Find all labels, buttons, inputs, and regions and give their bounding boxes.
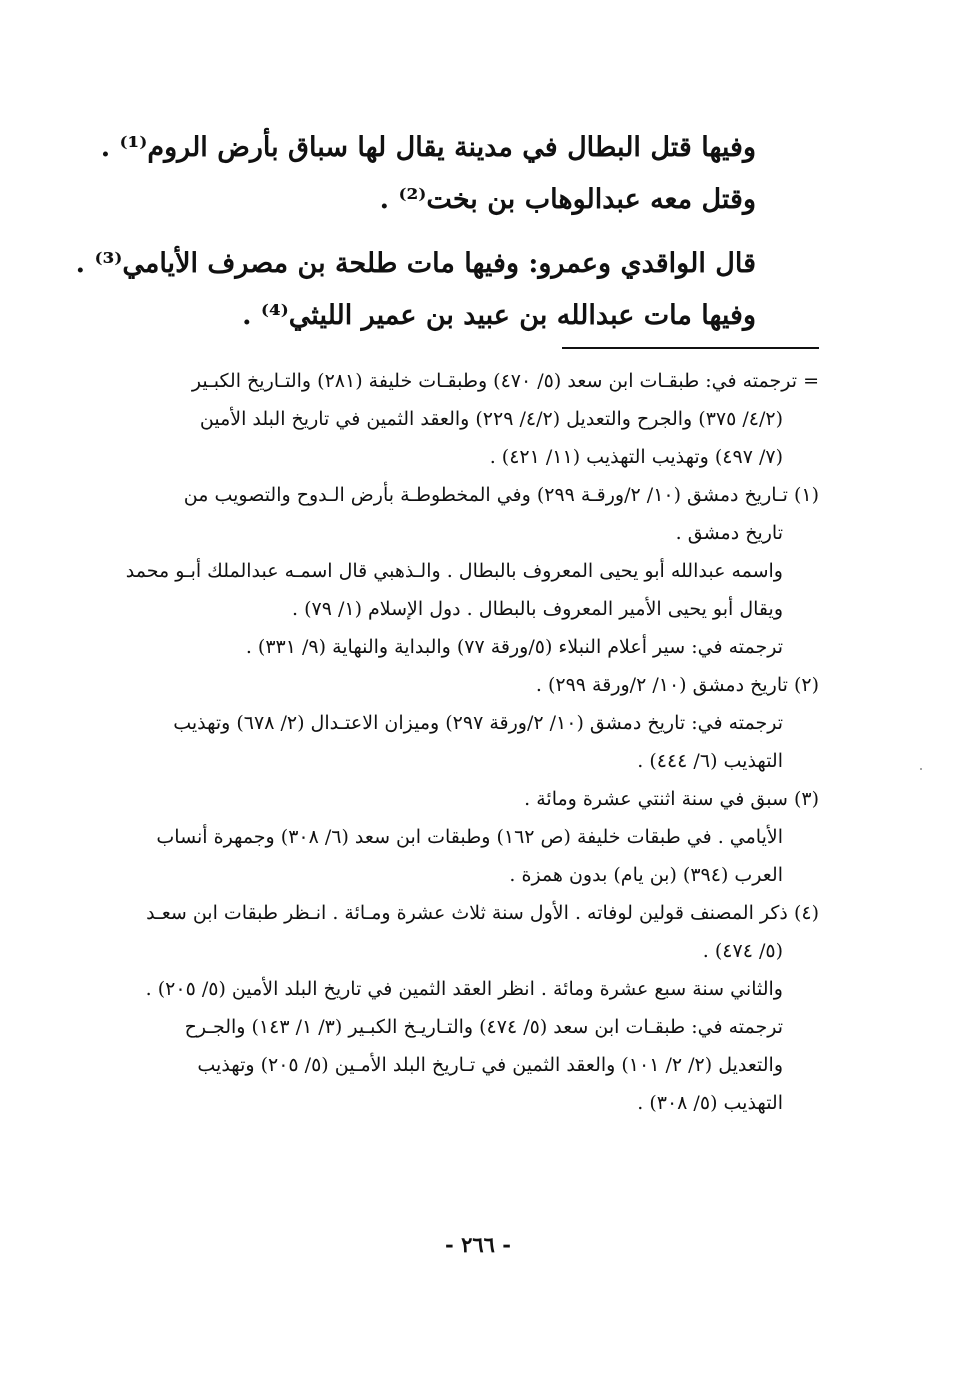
footnote-line: (٧/ ٤٩٧) وتهذيب التهذيب (١١/ ٤٢١) . xyxy=(489,446,783,468)
footnote-line: ويقال أبو يحيى الأمير المعروف بالبطال . دول الإسلام (١/ ٧٩) . xyxy=(291,598,783,620)
main-line-3: قال الواقدي وعمرو: وفيها مات طلحة بن مصرف الأيامي⁽³⁾ . xyxy=(75,248,756,279)
main-line-4: وفيها مات عبدالله بن عبيد بن عمير الليثي⁽⁴⁾ . xyxy=(242,300,756,331)
footnote-line: تاريخ دمشق . xyxy=(675,522,783,544)
main-text xyxy=(75,122,756,342)
footnote-line: (١) تـاريخ دمشق (١٠/ ٢/ورقـة ٢٩٩) وفي المخطوطـة بأرض الـدوح والتصويب من xyxy=(183,484,819,506)
footnote-line: التهذيب (٦/ ٤٤٤) . xyxy=(637,750,783,772)
main-line-2: وقتل معه عبدالوهاب بن بخت⁽²⁾ . xyxy=(379,184,756,215)
footnote-line: التهذيب (٥/ ٣٠٨) . xyxy=(637,1092,783,1114)
footnotes xyxy=(119,362,819,1122)
footnote-line: واسمه عبدالله أبو يحيى المعروف بالبطال . والـذهبي قال اسمـه عبدالملك أبـو محمد xyxy=(125,560,783,582)
scan-speck xyxy=(920,768,922,770)
main-line-1: وفيها قتل البطال في مدينة يقال لها سباق بأرض الروم⁽¹⁾ . xyxy=(100,132,756,163)
footnote-line: ترجمته في: تاريخ دمشق (١٠/ ٢/ورقة ٢٩٧) وميزان الاعتـدال (٢/ ٦٧٨) وتهذيب xyxy=(173,712,783,734)
footnote-line: (٥/ ٤٧٤) . xyxy=(702,940,783,962)
footnote-line: ترجمته في: طبقـات ابن سعد (٥/ ٤٧٤) والتـاريـخ الكبـير (٣/ ١/ ١٤٣) والجـرح xyxy=(184,1016,783,1038)
footnote-line: (٢) تاريخ دمشق (١٠/ ٢/ورقة ٢٩٩) . xyxy=(535,674,819,696)
footnote-line: والتعديل (٢/ ٢/ ١٠١) والعقد الثمين في تـاريخ البلد الأمـين (٥/ ٢٠٥) وتهذيب xyxy=(197,1054,783,1076)
footnote-line: والثاني سنة سبع عشرة ومائة . انظر العقد الثمين في تاريخ البلد الأمين (٥/ ٢٠٥) . xyxy=(145,978,783,1000)
footnote-line: = ترجمته في: طبقـات ابن سعد (٥/ ٤٧٠) وطبقـات خليفة (٢٨١) والتـاريخ الكبـير xyxy=(191,370,819,392)
footnote-line: (٣) سبق في سنة اثنتي عشرة ومائة . xyxy=(524,788,819,810)
footnote-line: الأيامي . في طبقات خليفة (ص ١٦٢) وطبقات ابن سعد (٦/ ٣٠٨) وجمهرة أنساب xyxy=(156,826,783,848)
footnote-line: العرب (٣٩٤) (بن يام) بدون همزة . xyxy=(509,864,783,886)
footnote-line: ترجمته في: سير أعلام النبلاء (٥/ورقة ٧٧) والبداية والنهاية (٩/ ٣٣١) . xyxy=(245,636,783,658)
footnote-separator xyxy=(562,347,819,349)
footnote-line: (٤/٢/ ٣٧٥) والجرح والتعديل (٤/٢/ ٢٢٩) والعقد الثمين في تاريخ البلد الأمين xyxy=(199,408,783,430)
footnote-line: (٤) ذكر المصنف قولين لوفاته . الأول سنة ثلاث عشرة ومـائة . انـظر طبقات ابن سعـد xyxy=(146,902,819,924)
page-number: - ٢٦٦ - xyxy=(445,1232,511,1257)
